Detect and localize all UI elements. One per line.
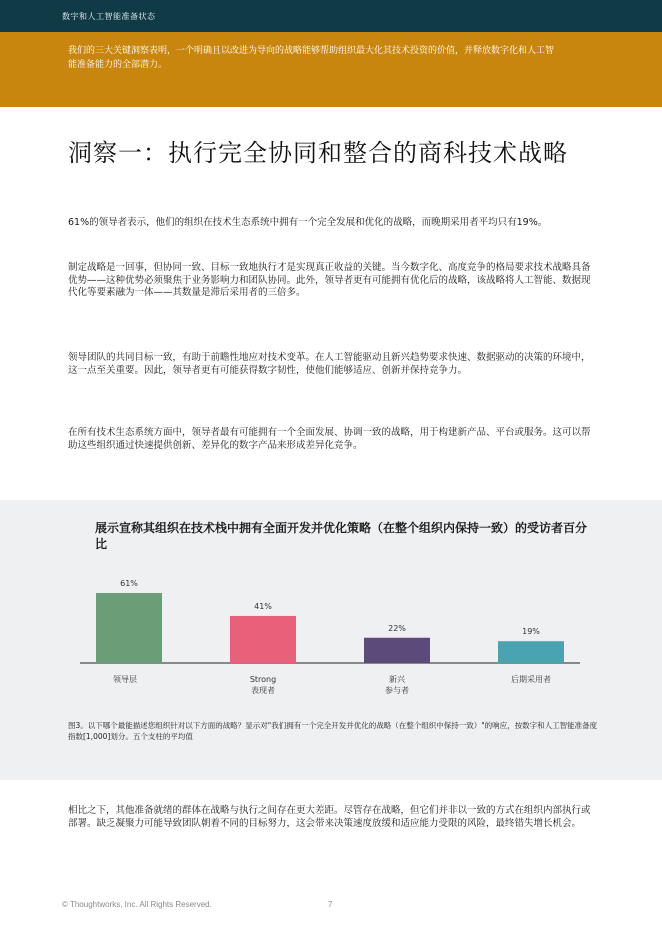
- bar-chart: [0, 570, 662, 710]
- category-label-line: 参与者: [385, 686, 409, 695]
- data-label-2: 41%: [254, 601, 272, 611]
- paragraph-5: 相比之下，其他准备就绪的群体在战略与执行之间存在更大差距。尽管存在战略，但它们并非以一致的方式在组织内部执行或部署。缺乏凝聚力可能导致团队朝着不同的目标努力，这会带来决策速度放缓和适应能力受限的风险，最终错失增长机会。: [68, 805, 591, 829]
- page-number: 7: [328, 900, 333, 909]
- top-header-bar: [0, 0, 662, 32]
- footer-copyright: © Thoughtworks, Inc. All Rights Reserved.: [62, 900, 212, 909]
- chart-title: 展示宣称其组织在技术栈中拥有全面开发并优化策略（在整个组织内保持一致）的受访者百分比: [95, 521, 588, 551]
- paragraph-2: 制定战略是一回事，但协同一致、目标一致地执行才是实现真正收益的关键。当今数字化、高度竞争的格局要求技术战略具备优势——这种优势必须聚焦于业务影响力和团队协同。此外，领导者更有可能拥有优化后的战略，该战略将人工智能、数据现代化等要素融为一体——其数量是滞后采用者的三倍多。: [68, 262, 591, 298]
- bar-4: [498, 641, 564, 663]
- section-heading: 洞察一：执行完全协同和整合的商科技术战略: [68, 139, 568, 167]
- bar-3: [364, 638, 430, 663]
- data-label-1: 61%: [120, 579, 138, 588]
- bar-2: [230, 616, 296, 663]
- category-label-line: Strong: [249, 675, 277, 684]
- paragraph-3: 领导团队的共同目标一致，有助于前瞻性地应对技术变革。在人工智能驱动且新兴趋势要求快速、数据驱动的决策的环境中，这一点至关重要。因此，领导者更有可能获得数字韧性，使他们能够适应、创新并保持竞争力。: [68, 352, 591, 376]
- paragraph-4: 在所有技术生态系统方面中，领导者最有可能拥有一个全面发展、协调一致的战略，用于构建新产品、平台或服务。这可以帮助这些组织通过快速提供创新、差异化的数字产品来形成差异化竞争。: [68, 427, 591, 451]
- data-label-3: 22%: [388, 623, 406, 633]
- intro-banner: [0, 32, 662, 107]
- category-label-2: [250, 675, 276, 695]
- category-label-line: 后期采用者: [511, 675, 551, 684]
- paragraph-1: 61%的领导者表示，他们的组织在技术生态系统中拥有一个完全发展和优化的战略，而晚期采用者平均只有19%。: [68, 217, 548, 228]
- category-label-4: [511, 674, 551, 684]
- data-label-4: 19%: [522, 627, 540, 637]
- banner-text: 我们的三大关键洞察表明，一个明确且以改进为导向的战略能够帮助组织最大化其技术投资的价值，并释放数字化和人工智能准备能力的全部潜力。: [68, 46, 555, 70]
- category-label-line: 表现者: [251, 686, 275, 695]
- chart-caption: 图3。以下哪个最能描述您组织针对以下方面的战略？显示对"我们拥有一个完全开发并优化的战略（在整个组织中保持一致）"的响应，按数字和人工智能准备度指数[1,000]划分。五个支柱的平均值: [68, 721, 598, 741]
- category-label-3: [385, 674, 409, 695]
- bar-1: [96, 593, 162, 663]
- category-label-line: 领导层: [113, 675, 137, 684]
- category-label-1: [113, 674, 137, 684]
- report-title: 数字和人工智能准备状态: [62, 12, 156, 21]
- chart-panel: [0, 500, 662, 780]
- category-label-line: 新兴: [389, 675, 405, 684]
